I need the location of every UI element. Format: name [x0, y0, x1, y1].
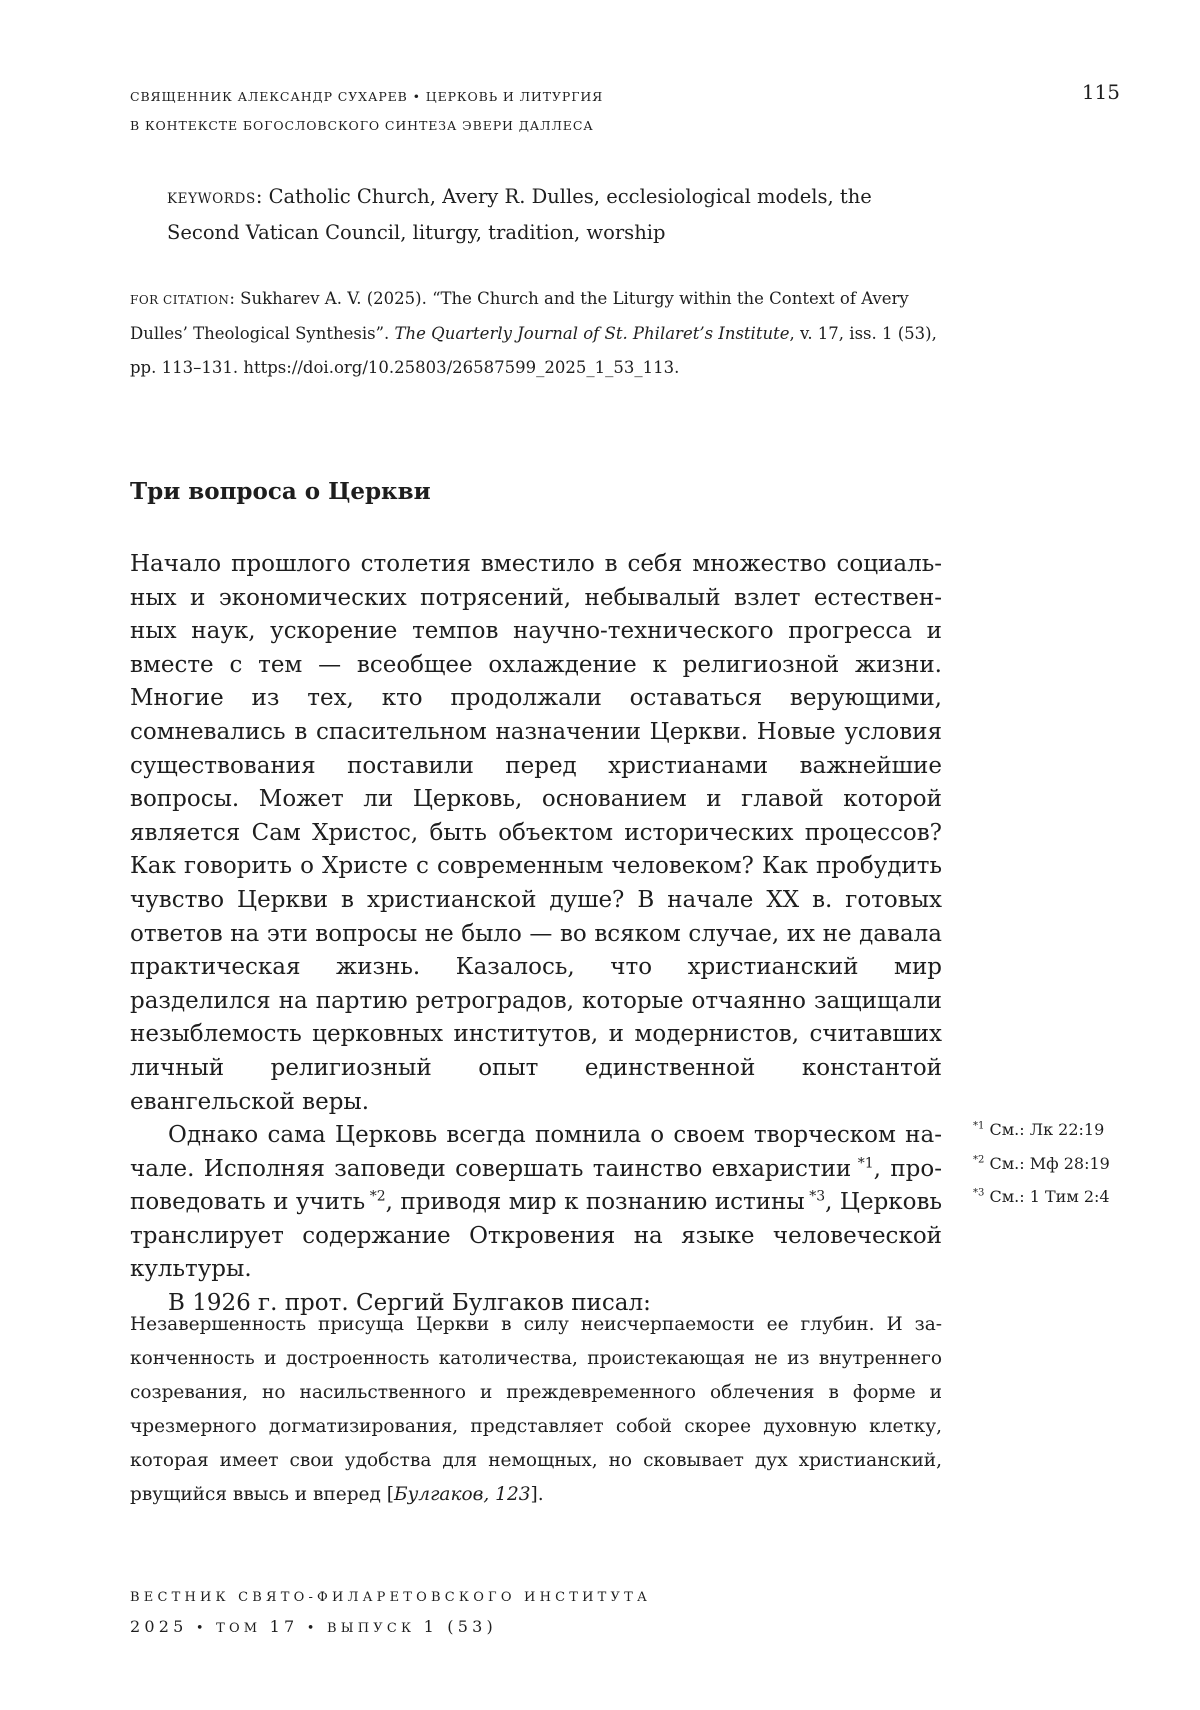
- paragraph-2-part3: , приводя мир к познанию истины: [385, 1189, 805, 1216]
- quote-citation: Булгаков, 123: [393, 1484, 531, 1505]
- issue-number: 1 (53): [423, 1617, 497, 1636]
- journal-issue-line: [130, 1612, 651, 1643]
- footnote-ref-1[interactable]: *1: [851, 1155, 874, 1172]
- journal-footer: [130, 1583, 651, 1643]
- margin-note-mark: *1: [973, 1120, 985, 1132]
- citation-label: FOR CITATION: [130, 293, 230, 307]
- footnote-ref-2[interactable]: *2: [365, 1188, 386, 1205]
- margin-note-text: См.: Мф 28:19: [984, 1153, 1110, 1173]
- margin-note-text: См.: 1 Тим 2:4: [984, 1187, 1110, 1207]
- separator: •: [298, 1621, 327, 1636]
- citation-journal: The Quarterly Journal of St. Philaret’s Institute: [394, 324, 790, 343]
- separator: •: [187, 1621, 217, 1636]
- citation-block: [130, 282, 950, 385]
- citation-text-part1: : Sukharev A. V. (2025). “The Church and the Liturgy within the Context of Avery Dulles’ Theological Synthesis”.: [130, 289, 909, 343]
- margin-note: [973, 1113, 1173, 1147]
- page-number: 115: [1081, 80, 1120, 104]
- keywords-text-line1: : Catholic Church, Avery R. Dulles, ecclesiological models, the: [255, 185, 872, 208]
- keywords-text-line2: Second Vatican Council, liturgy, tradition, worship: [167, 221, 666, 244]
- section-heading: Три вопроса о Церкви: [130, 478, 431, 505]
- citation-text-part2: , v. 17, iss. 1 (53), pp. 113–131. https://doi.org/10.25803/26587599_2025_1_53_113.: [130, 324, 937, 377]
- journal-year: 2025: [130, 1617, 188, 1636]
- running-head-line2: В КОНТЕКСТЕ БОГОСЛОВСКОГО СИНТЕЗА ЭВЕРИ ДАЛЛЕСА: [130, 118, 594, 133]
- keywords-block: [167, 180, 887, 250]
- paragraph-2-part4: , Церковь транслирует содержание Откровения на языке человеческой культуры.: [130, 1189, 942, 1283]
- volume-number: 17: [269, 1617, 299, 1636]
- running-head-line1: СВЯЩЕННИК АЛЕКСАНДР СУХАРЕВ • ЦЕРКОВЬ И ЛИТУРГИЯ: [130, 89, 604, 104]
- paragraph-2: [130, 1119, 942, 1287]
- volume-label: ТОМ: [216, 1621, 262, 1636]
- margin-note: [973, 1147, 1173, 1181]
- paragraph-2-part1: Однако сама Церковь всегда помнила о своем творческом начале. Исполняя заповеди совершать таинство евхаристии: [130, 1122, 942, 1182]
- footnote-ref-3[interactable]: *3: [804, 1188, 826, 1205]
- margin-note-mark: *2: [973, 1154, 985, 1166]
- body-text: [130, 548, 942, 1321]
- block-quote: [130, 1308, 942, 1512]
- margin-note: [973, 1180, 1173, 1214]
- margin-note-mark: *3: [973, 1187, 985, 1199]
- running-head: [130, 82, 890, 140]
- paragraph-1: Начало прошлого столетия вместило в себя множество социальных и экономических потрясений, небывалый взлет естественных наук, ускорение темпов научно-технического прогресса и вместе с тем — всеобщее охлаждение к религиозной жизни. Многие из тех, кто продолжали оставаться верующими, сомневались в спасительном назначении Церкви. Новые условия существования поставили перед христианами важнейшие вопросы. Может ли Церковь, основанием и главой которой является Сам Христос, быть объектом исторических процессов? Как говорить о Христе с современным человеком? Как пробудить чувство Церкви в христианской душе? В начале XX в. готовых ответов на эти вопросы не было — во всяком случае, их не давала практическая жизнь. Казалось, что христианский мир разделился на партию ретроградов, которые отчаянно защищали незыблемость церковных институтов, и модернистов, считавших личный религиозный опыт единственной константой евангельской веры.: [130, 551, 942, 1115]
- journal-title: ВЕСТНИК СВЯТО-ФИЛАРЕТОВСКОГО ИНСТИТУТА: [130, 1590, 652, 1605]
- margin-note-text: См.: Лк 22:19: [984, 1120, 1105, 1139]
- quote-text: Незавершенность присуща Церкви в силу неисчерпаемости ее глубин. И законченность и достроенность католичества, проистекающая не из внутреннего созревания, но насильственного и преждевременного облечения в форме и чрезмерного догматизирования, представляет собой скорее духовную клетку, которая имеет свои удобства для немощных, но сковывает дух христианский, рвущийся ввысь и вперед [: [130, 1314, 942, 1505]
- margin-notes: [973, 1113, 1173, 1214]
- quote-end: ].: [530, 1484, 544, 1505]
- paragraph-2-part2: , проповедовать и учить: [130, 1155, 943, 1216]
- keywords-label: KEYWORDS: [167, 191, 256, 207]
- paragraph-3: В 1926 г. прот. Сергий Булгаков писал:: [168, 1290, 651, 1317]
- issue-label: ВЫПУСК: [326, 1621, 416, 1636]
